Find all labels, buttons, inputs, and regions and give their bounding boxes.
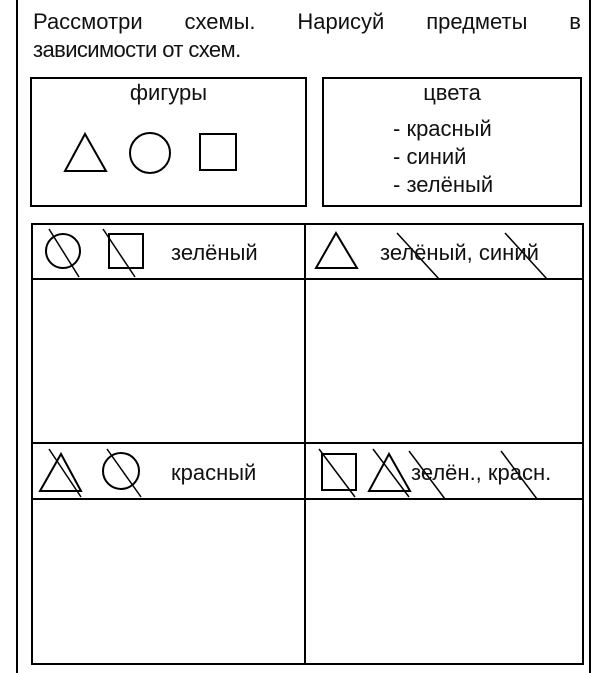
triangle-icon: [65, 134, 106, 171]
shapes-legend-box: [30, 77, 307, 207]
task-1-icons: [31, 223, 305, 279]
shapes-legend-icons: [32, 79, 309, 209]
color-item-green: - зелёный: [393, 172, 494, 197]
instruction-line-1: Рассмотри схемы. Нарисуй предметы в: [33, 9, 581, 34]
page-border-right: [589, 0, 591, 673]
task-2-label: зелёный, синий: [380, 240, 539, 265]
colors-list: [393, 115, 493, 199]
task-3-label: красный: [171, 460, 257, 485]
crossed-triangle-icon: [369, 454, 410, 491]
triangle-icon: [316, 233, 357, 268]
color-item-red: - красный: [393, 116, 492, 141]
circle-icon: [130, 133, 170, 173]
task-1-label: зелёный: [171, 240, 258, 265]
colors-box-title: цвета: [423, 80, 481, 105]
crossed-circle-icon: [103, 453, 139, 489]
instruction-line-2: зависимости от схем.: [33, 37, 241, 62]
shapes-box-title: фигуры: [129, 80, 208, 105]
color-item-blue: - синий: [393, 144, 467, 169]
crossed-triangle-icon: [40, 454, 81, 491]
instruction-text: [33, 8, 581, 64]
task-3-icons: [31, 443, 305, 499]
square-icon: [200, 134, 236, 170]
colors-legend-box: [322, 77, 582, 207]
page-border-left: [16, 0, 18, 673]
task-4-label: зелён., красн.: [411, 460, 552, 485]
